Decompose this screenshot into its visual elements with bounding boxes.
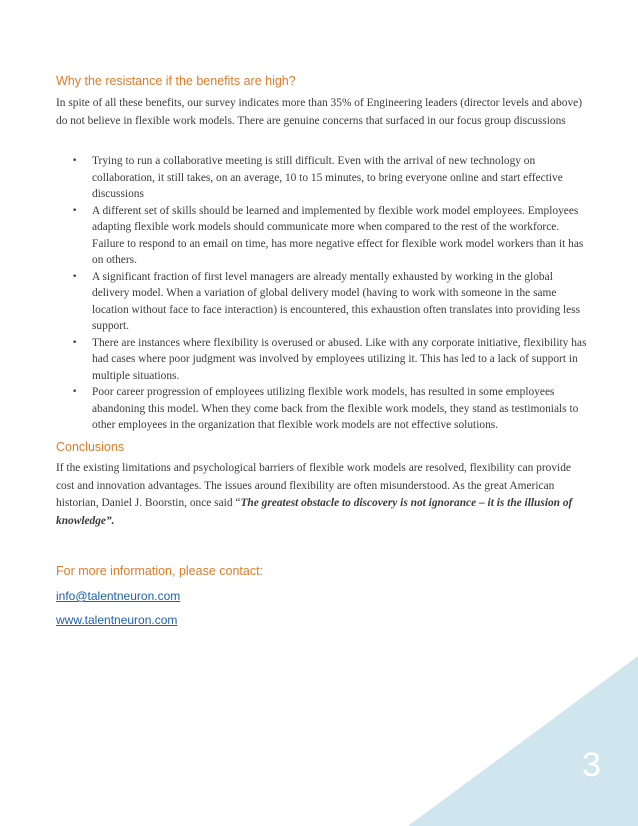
bullet-icon: • xyxy=(72,205,78,216)
conclusions-text: If the existing limitations and psychological barriers of flexible work models are resolved, flexibility can provide cost and innovation advantages. The issues around flexibility are often misunderstood. As the great American historian, Daniel J. Boorstin, once said “ xyxy=(56,462,571,509)
bullet-icon: • xyxy=(72,337,78,348)
list-item xyxy=(56,384,592,434)
concerns-list xyxy=(56,153,592,434)
bullet-icon: • xyxy=(72,387,78,397)
corner-triangle-shape xyxy=(408,656,638,826)
list-item xyxy=(56,335,592,385)
list-item-text: Trying to run a collaborative meeting is still difficult. Even with the arrival of new technology on collaboration, it still takes, on an average, 10 to 15 minutes, to bring everyone online and start effective discussions xyxy=(92,155,563,200)
bullet-icon: • xyxy=(72,271,78,282)
website-link[interactable]: www.talentneuron.com xyxy=(56,613,178,627)
corner-triangle-decoration xyxy=(408,656,638,826)
boorstin-quote: The greatest obstacle to discovery is not ignorance – it is the illusion of knowledge”. xyxy=(56,497,573,527)
list-item-text: There are instances where flexibility is overused or abused. Like with any corporate initiative, flexibility has had cases where poor judgment was involved by employees utilizing it. This has led to a lack of support in multiple situations. xyxy=(92,336,587,382)
list-item-text: A different set of skills should be learned and implemented by flexible work model employees. Employees adapting flexible work models should communicate more when compared to the rest of the workforce. Failure to respond to an email on time, has more negative effect for flexible work model workers than it has on others. xyxy=(92,204,584,266)
resistance-heading: Why the resistance if the benefits are high? xyxy=(56,74,296,88)
email-link[interactable]: info@talentneuron.com xyxy=(56,589,181,603)
bullet-icon: • xyxy=(72,156,78,166)
list-item xyxy=(56,153,592,203)
resistance-intro: In spite of all these benefits, our survey indicates more than 35% of Engineering leaders (director levels and above) do not believe in flexible work models. There are genuine concerns that surfaced in our focus group discussions xyxy=(56,97,582,127)
list-item-text: A significant fraction of first level managers are already mentally exhausted by working in the global delivery model. When a variation of global delivery model (having to work with someone in the same location without face to face interaction) is encountered, this exhaustion often translates into providing less support. xyxy=(92,270,581,332)
list-item xyxy=(56,203,592,269)
conclusions-heading: Conclusions xyxy=(56,440,125,454)
conclusions-paragraph xyxy=(56,460,586,530)
page-number: 3 xyxy=(582,746,601,784)
list-item xyxy=(56,269,592,335)
contact-heading: For more information, please contact: xyxy=(56,564,264,578)
list-item-text: Poor career progression of employees utilizing flexible work models, has resulted in some employees abandoning this model. When they come back from the flexible work models, they stand as testimonials to other employees in the organization that flexible work models are not effective solutions. xyxy=(92,386,579,431)
